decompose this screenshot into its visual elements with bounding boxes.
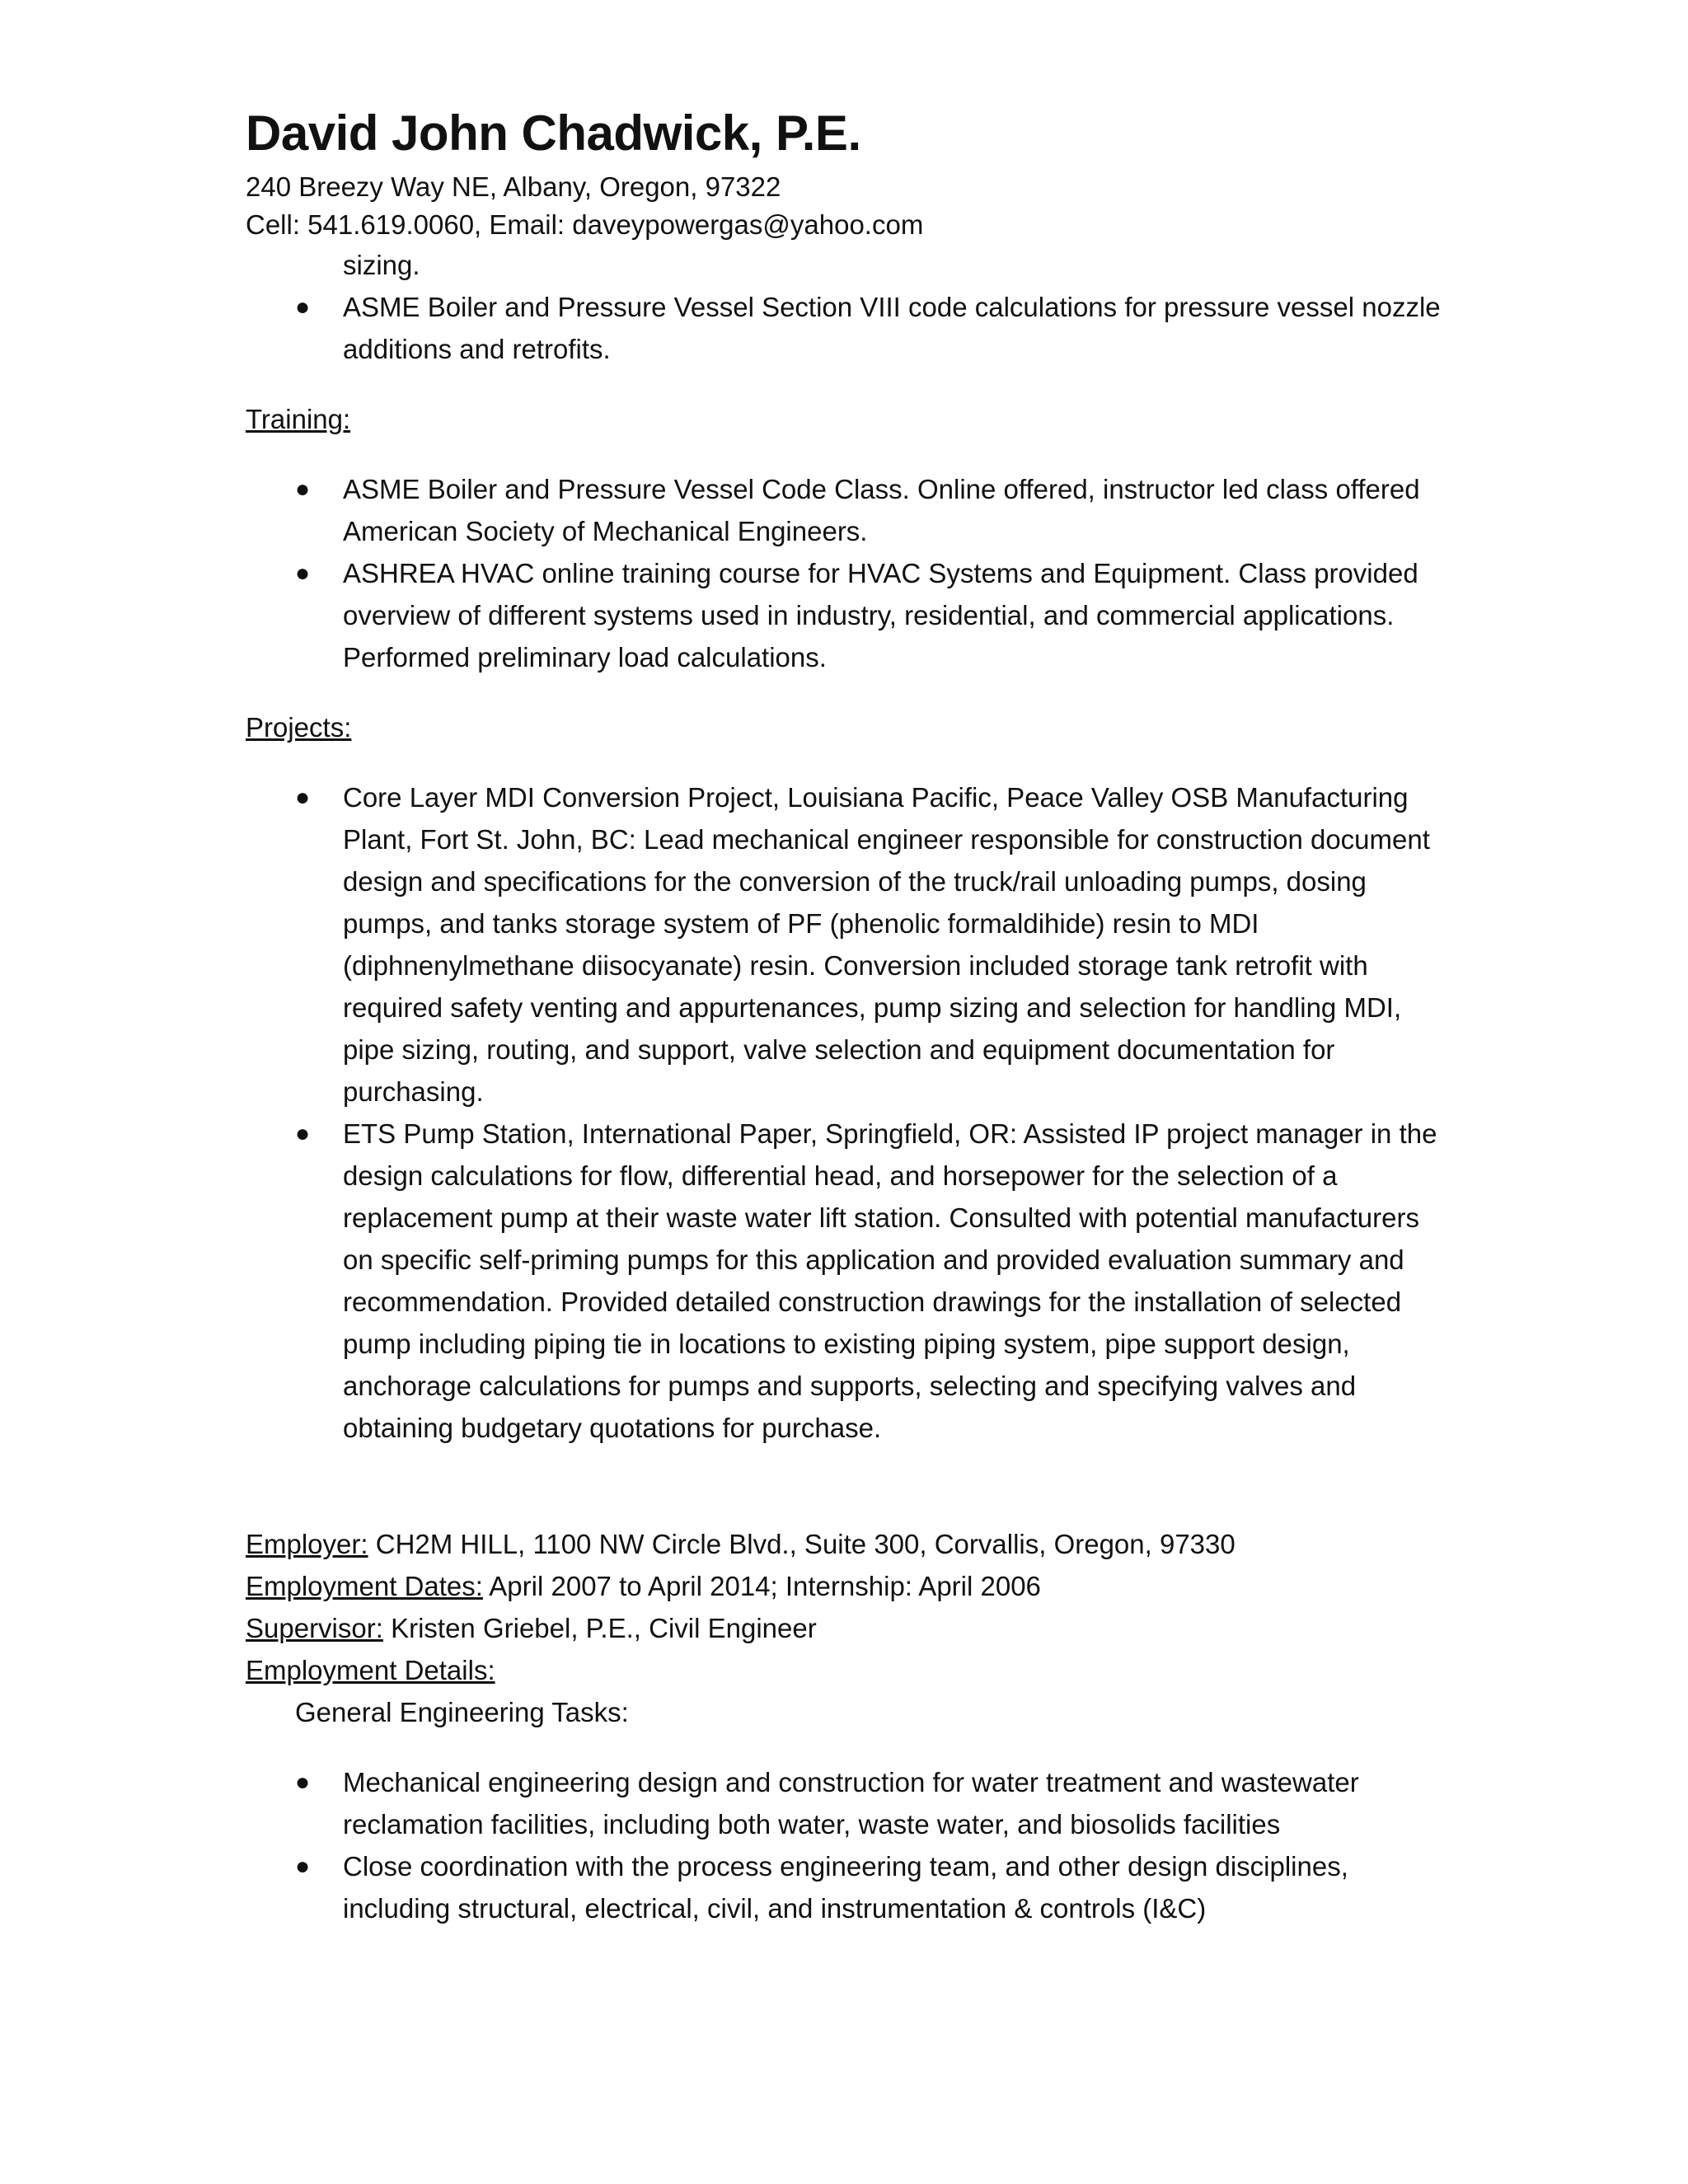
bullet-icon: ● [295, 293, 311, 321]
list-item: ● Mechanical engineering design and construction for water treatment and wastewater reclamation facilities, including both water, waste water, and biosolids facilities [246, 1761, 1449, 1845]
resume-page [246, 99, 1449, 1929]
continued-bullets [246, 286, 1449, 370]
candidate-name: David John Chadwick, P.E. [246, 105, 861, 161]
employment-dates-line: Employment Dates: April 2007 to April 2014; Internship: April 2006 [246, 1571, 1041, 1601]
bullet-icon: ● [295, 1853, 311, 1880]
continued-line: sizing. [343, 250, 420, 280]
list-item: ● ASME Boiler and Pressure Vessel Section VIII code calculations for pressure vessel nozzle additions and retrofits. [246, 286, 1449, 370]
projects-list [246, 776, 1449, 1449]
contact-info: Cell: 541.619.0060, Email: daveypowergas@yahoo.com [246, 209, 924, 240]
employment-block [246, 1523, 1449, 1929]
list-item: ● Close coordination with the process engineering team, and other design disciplines, including structural, electrical, civil, and instrumentation & controls (I&C) [246, 1845, 1449, 1929]
bullet-icon: ● [295, 1769, 311, 1796]
list-item: ● Core Layer MDI Conversion Project, Louisiana Pacific, Peace Valley OSB Manufacturing Plant, Fort St. John, BC: Lead mechanical engineer responsible for construction document design and specifications for the conversion of the truck/rail unloading pumps, dosing pumps, and tanks storage system of PF (phenolic formaldihide) resin to MDI (diphnenylmethane diisocyanate) resin. Conversion included storage tank retrofit with required safety venting and appurtenances, pump sizing and selection for handling MDI, pipe sizing, routing, and support, valve selection and equipment documentation for purchasing. [246, 776, 1449, 1113]
bullet-icon: ● [295, 476, 311, 503]
address: 240 Breezy Way NE, Albany, Oregon, 97322 [246, 171, 781, 202]
projects-heading: Projects: [246, 712, 352, 743]
training-heading: Training: [246, 404, 351, 434]
bullet-icon: ● [295, 784, 311, 811]
bullet-icon: ● [295, 560, 311, 587]
list-item: ● ETS Pump Station, International Paper, Springfield, OR: Assisted IP project manager in the design calculations for flow, differential head, and horsepower for the selection of a replacement pump at their waste water lift station. Consulted with potential manufacturers on specific self-priming pumps for this application and provided evaluation summary and recommendation. Provided detailed construction drawings for the installation of selected pump including piping tie in locations to existing piping system, pipe support design, anchorage calculations for pumps and supports, selecting and specifying valves and obtaining budgetary quotations for purchase. [246, 1113, 1449, 1449]
employer-line: Employer: CH2M HILL, 1100 NW Circle Blvd., Suite 300, Corvallis, Oregon, 97330 [246, 1529, 1236, 1559]
list-item: ● ASHREA HVAC online training course for HVAC Systems and Equipment. Class provided overview of different systems used in industry, residential, and commercial applications. Performed preliminary load calculations. [246, 552, 1449, 678]
general-tasks-heading: General Engineering Tasks: [295, 1697, 629, 1727]
supervisor-line: Supervisor: Kristen Griebel, P.E., Civil Engineer [246, 1613, 817, 1643]
employment-details-line: Employment Details: [246, 1655, 495, 1685]
resume-body [246, 244, 1449, 1929]
tasks-list [246, 1761, 1449, 1929]
list-item: ● ASME Boiler and Pressure Vessel Code Class. Online offered, instructor led class offered American Society of Mechanical Engineers. [246, 468, 1449, 552]
training-list [246, 468, 1449, 678]
bullet-icon: ● [295, 1120, 311, 1147]
